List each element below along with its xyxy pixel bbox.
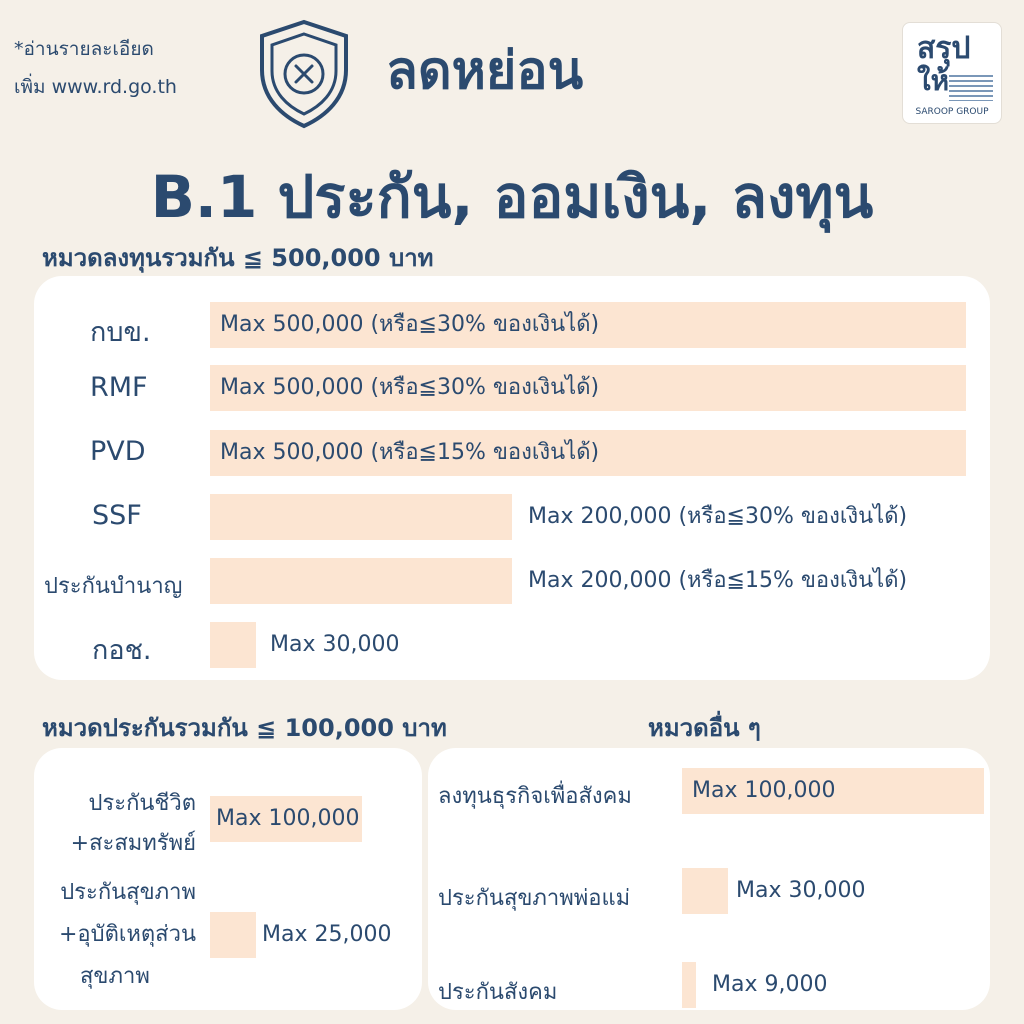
insurance-label-health-line1: ประกันสุขภาพ	[60, 880, 196, 905]
invest-label-pvd: PVD	[90, 436, 146, 467]
page-title: ลดหย่อน	[386, 41, 584, 101]
insurance-bar-health	[210, 912, 256, 958]
reference-note-line2: เพิ่ม www.rd.go.th	[14, 76, 177, 98]
reference-note-line1: *อ่านรายละเอียด	[14, 38, 154, 60]
logo-stripes	[949, 75, 993, 101]
insurance-section-title: หมวดประกันรวมกัน ≦ 100,000 บาท	[42, 714, 447, 742]
headline: B.1 ประกัน, ออมเงิน, ลงทุน	[150, 163, 874, 231]
logo-brand: SAROOP GROUP	[915, 107, 989, 117]
reference-note	[14, 30, 177, 106]
insurance-label-life-line2: +สะสมทรัพย์	[70, 831, 196, 856]
other-bar-social-security	[682, 962, 696, 1008]
insurance-label-health-line2: +อุบัติเหตุส่วน	[58, 922, 196, 947]
invest-section-title: หมวดลงทุนรวมกัน ≦ 500,000 บาท	[42, 244, 434, 272]
invest-bar-pvd	[210, 430, 966, 476]
other-bar-parents-health	[682, 868, 728, 914]
other-bar-social-enterprise	[682, 768, 984, 814]
invest-bar-pension	[210, 558, 512, 604]
invest-bar-ssf	[210, 494, 512, 540]
insurance-label-life	[40, 784, 196, 864]
other-text-social-security: Max 9,000	[712, 972, 828, 997]
saroop-logo	[902, 22, 1002, 124]
logo-text-line2: ให้	[917, 64, 950, 97]
invest-text-ssf: Max 200,000 (หรือ≦30% ของเงินได้)	[528, 504, 908, 529]
other-text-social-enterprise: Max 100,000	[692, 778, 836, 803]
invest-label-rmf: RMF	[90, 372, 148, 403]
invest-text-pension: Max 200,000 (หรือ≦15% ของเงินได้)	[528, 568, 908, 593]
invest-text-pvd: Max 500,000 (หรือ≦15% ของเงินได้)	[220, 440, 600, 465]
other-text-parents-health: Max 30,000	[736, 878, 866, 903]
invest-label-gpf: กบข.	[90, 317, 151, 348]
invest-text-gpf: Max 500,000 (หรือ≦30% ของเงินได้)	[220, 312, 600, 337]
invest-bar-nsf	[210, 622, 256, 668]
other-section-title: หมวดอื่น ๆ	[648, 714, 761, 742]
invest-text-nsf: Max 30,000	[270, 632, 400, 657]
invest-text-rmf: Max 500,000 (หรือ≦30% ของเงินได้)	[220, 375, 600, 400]
invest-label-ssf: SSF	[92, 500, 142, 531]
invest-label-nsf: กอช.	[92, 635, 152, 666]
insurance-bar-life	[210, 796, 362, 842]
insurance-text-health: Max 25,000	[262, 922, 392, 947]
insurance-label-life-line1: ประกันชีวิต	[88, 791, 196, 816]
invest-bar-rmf	[210, 365, 966, 411]
other-label-parents-health: ประกันสุขภาพพ่อแม่	[438, 886, 631, 911]
other-label-social-security: ประกันสังคม	[438, 980, 558, 1005]
other-label-social-enterprise: ลงทุนธุรกิจเพื่อสังคม	[438, 784, 632, 809]
insurance-label-health-line3: สุขภาพ	[80, 964, 150, 989]
invest-label-pension: ประกันบำนาญ	[44, 574, 183, 599]
insurance-text-life: Max 100,000	[216, 806, 360, 831]
insurance-label-health	[40, 872, 196, 998]
shield-icon	[256, 18, 352, 130]
invest-bar-gpf	[210, 302, 966, 348]
logo-text-line1: สรุป	[917, 31, 971, 66]
